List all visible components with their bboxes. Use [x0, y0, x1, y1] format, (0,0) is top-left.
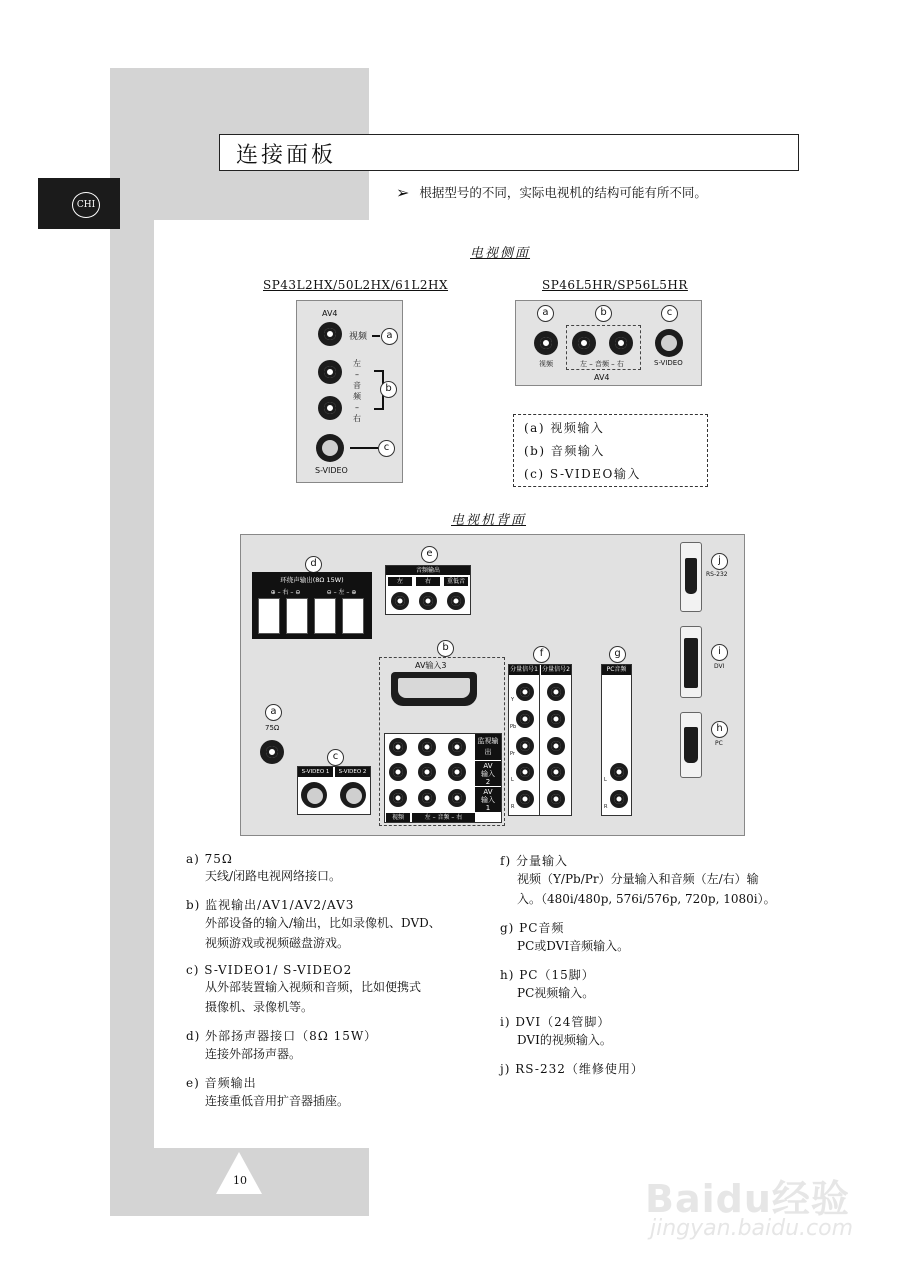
desc-body: 入。（480i/480p, 576i/576p, 720p, 1080i）。: [517, 892, 776, 906]
av-jack: [418, 789, 436, 807]
marker-a: a: [265, 704, 282, 721]
page-title: 连接面板: [236, 143, 337, 168]
audio-char: 音: [353, 381, 361, 390]
rs232-label: RS-232: [706, 571, 728, 578]
av-jack: [389, 789, 407, 807]
marker-a: a: [381, 328, 398, 345]
marker-c: c: [327, 749, 344, 766]
speaker-right-label: ⊕ – 右 – ⊖: [270, 589, 301, 596]
desc-head: a) 75Ω: [186, 852, 233, 866]
watermark-brand: Baidu经验: [645, 1177, 850, 1221]
legend-video: (a) 视频输入: [524, 421, 605, 435]
pc-audio-jack: [610, 790, 628, 808]
leader-line: [350, 447, 378, 449]
pc-audio-jack: [610, 763, 628, 781]
svideo-jack: [316, 434, 344, 462]
audio-char: 右: [353, 414, 361, 423]
dvi-pins: [684, 638, 698, 688]
marker-d: d: [305, 556, 322, 573]
svideo-label: S-VIDEO: [315, 466, 348, 475]
marker-g: g: [609, 646, 626, 663]
marker-f: f: [533, 646, 550, 663]
back-caption: 电视机背面: [451, 513, 527, 528]
component-jack: [516, 710, 534, 728]
audio-out-jack: [419, 592, 437, 610]
pc-audio-l: L: [604, 777, 607, 783]
desc-body: 连接外部扬声器。: [205, 1047, 302, 1061]
desc-head: d) 外部扬声器接口（8Ω 15W）: [186, 1029, 378, 1043]
av-jack: [389, 763, 407, 781]
page-number: 10: [233, 1174, 247, 1187]
audio-vertical-label: [352, 358, 362, 424]
av-jack: [418, 763, 436, 781]
video-jack: [534, 331, 558, 355]
model-left: SP43L2HX/50L2HX/61L2HX: [263, 278, 449, 292]
desc-body: 外部设备的输入/输出，比如录像机、DVD、: [205, 916, 441, 930]
audio-right-jack: [609, 331, 633, 355]
av-input1-label: AV输入1: [475, 787, 501, 812]
component2-label: 分量信号2: [542, 666, 570, 673]
leader-line: [372, 335, 380, 337]
desc-item-b: [186, 896, 476, 953]
audio-char: –: [355, 370, 359, 379]
marker-c: c: [378, 440, 395, 457]
audio-label: 左 – 音频 – 右: [580, 360, 624, 368]
language-tab-label: CHI: [72, 192, 100, 218]
speaker-terminal: [258, 598, 280, 634]
rs232-pins: [685, 558, 697, 594]
desc-head: f) 分量输入: [500, 854, 568, 868]
svideo2-jack: [340, 782, 366, 808]
watermark-url: jingyan.baidu.com: [650, 1216, 854, 1241]
component-jack: [516, 737, 534, 755]
legend-svideo: (c) S-VIDEO输入: [524, 467, 641, 481]
svideo1-jack: [301, 782, 327, 808]
desc-body: 摄像机、录像机等。: [205, 1000, 314, 1014]
audio-char: 频: [353, 392, 361, 401]
svideo2-label: S-VIDEO 2: [335, 767, 370, 777]
component-jack: [547, 710, 565, 728]
marker-e: e: [421, 546, 438, 563]
component-jack: [547, 790, 565, 808]
desc-body: PC视频输入。: [517, 986, 595, 1000]
component-jack: [547, 763, 565, 781]
monitor-out-label: 监视输出: [475, 734, 501, 760]
desc-body: 视频（Y/Pb/Pr）分量输入和音频（左/右）输: [517, 872, 759, 886]
desc-item-j: [500, 1060, 800, 1077]
av-video-label: 视频: [386, 813, 410, 822]
descriptions-left: [186, 852, 476, 1111]
model-right: SP46L5HR/SP56L5HR: [542, 278, 688, 292]
av4-label: AV4: [594, 373, 610, 382]
marker-a: a: [537, 305, 554, 322]
desc-item-i: [500, 1013, 800, 1050]
speaker-left-label: ⊖ – 左 – ⊕: [326, 589, 357, 596]
av-jack: [418, 738, 436, 756]
component-row-r: R: [511, 804, 515, 810]
audio-out-jack: [447, 592, 465, 610]
video-label: 视频: [349, 332, 368, 342]
av-jack: [448, 738, 466, 756]
desc-body: 视频游戏或视频磁盘游戏。: [205, 936, 350, 950]
component-jack: [516, 763, 534, 781]
antenna-label: 75Ω: [265, 724, 280, 732]
note-text: 根据型号的不同，实际电视机的结构可能有所不同。: [419, 185, 707, 200]
pc-pins: [684, 727, 698, 763]
audio-char: 左: [353, 359, 361, 368]
dvi-label: DVI: [714, 663, 725, 670]
component-jack: [516, 683, 534, 701]
component-jack: [516, 790, 534, 808]
desc-head: e) 音频输出: [186, 1076, 257, 1090]
desc-body: 从外部装置输入视频和音频，比如便携式: [205, 980, 422, 994]
av4-label: AV4: [322, 309, 338, 318]
desc-head: i) DVI（24管脚）: [500, 1015, 611, 1029]
note: [396, 182, 707, 201]
svideo-label: S-VIDEO: [654, 359, 683, 367]
av-jack: [389, 738, 407, 756]
page-number-triangle: [216, 1152, 262, 1194]
desc-item-e: [186, 1074, 476, 1111]
desc-body: DVI的视频输入。: [517, 1033, 612, 1047]
svideo-jack: [655, 329, 683, 357]
desc-body: 天线/闭路电视网络接口。: [205, 869, 342, 883]
component1-label: 分量信号1: [510, 666, 538, 673]
audio-out-left: 左: [388, 577, 412, 586]
audio-out-sub: 重低音: [444, 577, 468, 586]
pc-label: PC: [715, 740, 723, 747]
desc-head: j) RS-232（维修使用）: [500, 1062, 644, 1076]
desc-head: h) PC（15脚）: [500, 968, 595, 982]
audio-char: –: [355, 403, 359, 412]
av-audio-label: 左 – 音频 – 右: [412, 813, 475, 822]
desc-body: PC或DVI音频输入。: [517, 939, 630, 953]
component-divider: [539, 664, 540, 816]
audio-out-right: 右: [416, 577, 440, 586]
antenna-jack: [260, 740, 284, 764]
marker-h: h: [711, 721, 728, 738]
component-row-y: Y: [511, 697, 515, 703]
component-row-l: L: [511, 777, 514, 783]
speaker-terminal: [286, 598, 308, 634]
desc-head: c) S-VIDEO1/ S-VIDEO2: [186, 963, 353, 977]
desc-item-d: [186, 1027, 476, 1064]
component-row-pb: Pb: [510, 724, 517, 730]
svideo1-label: S-VIDEO 1: [298, 767, 333, 777]
legend-audio: (b) 音频输入: [524, 444, 605, 458]
av-input3-label: AV输入3: [415, 661, 447, 670]
marker-b: b: [380, 381, 397, 398]
scart-pins: [398, 678, 470, 698]
video-label: 视频: [539, 360, 553, 368]
marker-b: b: [595, 305, 612, 322]
desc-item-a: [186, 852, 476, 886]
gray-band-left: [110, 220, 154, 1216]
marker-i: i: [711, 644, 728, 661]
audio-out-header: 音频输出: [386, 566, 470, 575]
marker-c: c: [661, 305, 678, 322]
audio-left-jack: [572, 331, 596, 355]
arrow-icon: ➢: [396, 183, 410, 202]
desc-item-f: [500, 852, 800, 909]
side-caption: 电视侧面: [470, 246, 531, 261]
marker-j: j: [711, 553, 728, 570]
desc-item-g: [500, 919, 800, 956]
descriptions-right: [500, 852, 800, 1077]
speaker-header: 环绕声输出(8Ω 15W): [280, 576, 344, 584]
speaker-terminal: [314, 598, 336, 634]
pc-audio-r: R: [604, 804, 608, 810]
desc-head: b) 监视输出/AV1/AV2/AV3: [186, 898, 355, 912]
speaker-terminal: [342, 598, 364, 634]
marker-b: b: [437, 640, 454, 657]
desc-body: 连接重低音用扩音器插座。: [205, 1094, 350, 1108]
audio-left-jack: [318, 360, 342, 384]
component-row-pr: Pr: [510, 751, 515, 757]
component-jack: [547, 683, 565, 701]
desc-item-h: [500, 966, 800, 1003]
av-jack: [448, 789, 466, 807]
video-jack: [318, 322, 342, 346]
av-jack: [448, 763, 466, 781]
av-input2-label: AV输入2: [475, 761, 501, 786]
audio-out-jack: [391, 592, 409, 610]
desc-head: g) PC音频: [500, 921, 565, 935]
pc-audio-label: PC音频: [602, 665, 631, 675]
audio-right-jack: [318, 396, 342, 420]
component-jack: [547, 737, 565, 755]
desc-item-c: [186, 963, 476, 1017]
